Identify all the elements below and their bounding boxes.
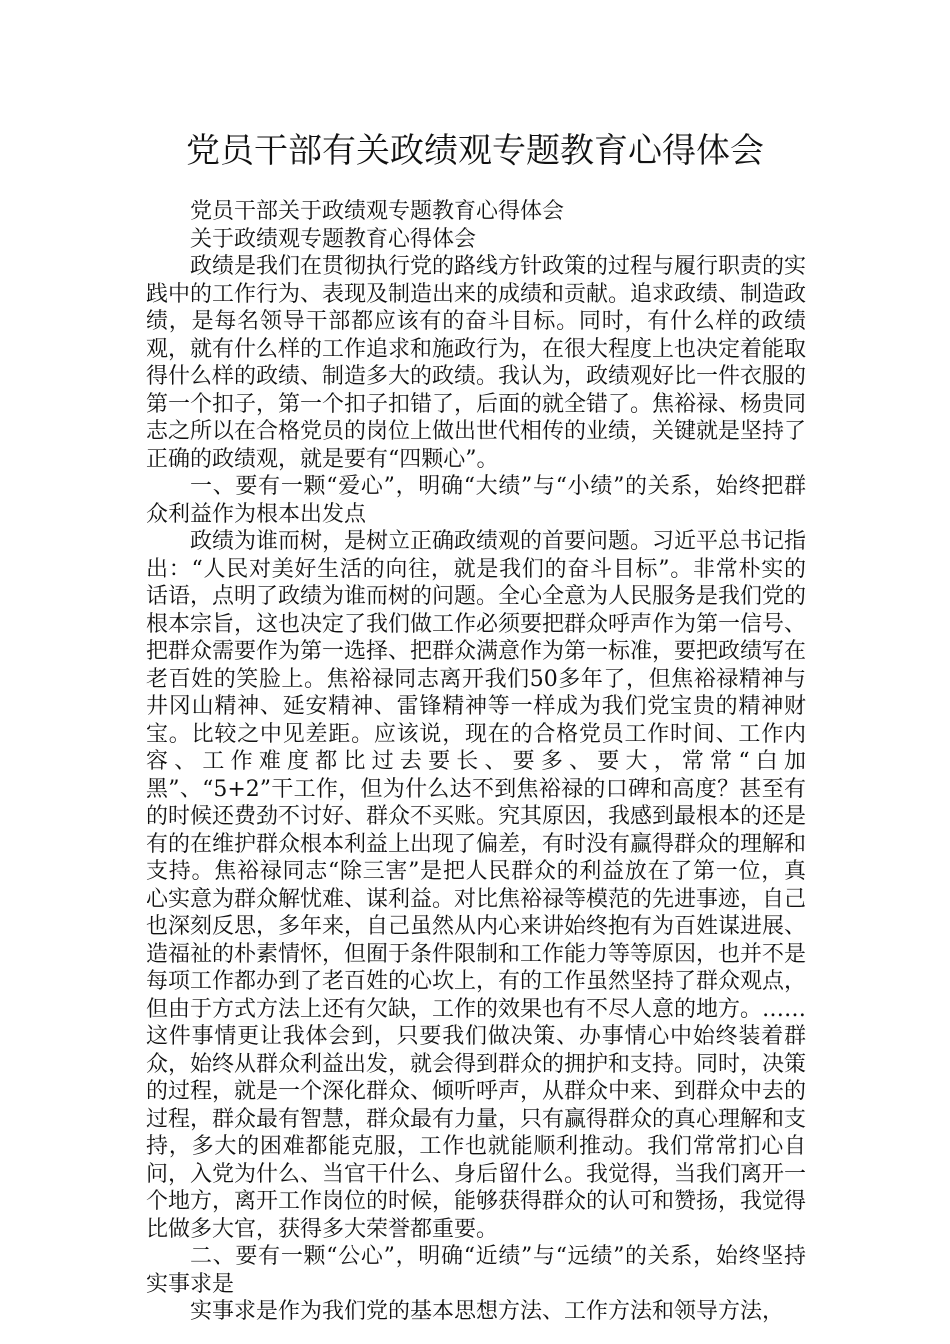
- paragraph-section-1: 政绩为谁而树，是树立正确政绩观的首要问题。习近平总书记指出：“人民对美好生活的向往，就是我们的奋斗目标”。非常朴实的话语，点明了政绩为谁而树的问题。全心全意为人民服务是我们党的根本宗旨，这也决定了我们做工作必须要把群众呼声作为第一信号、把群众需要作为第一选择、把群众满意作为第一标准，要把政绩写在老百姓的笑脸上。焦裕禄同志离开我们50多年了，但焦裕禄精神与井冈山精神、延安精神、雷锋精神等一样成为我们党宝贵的精神财宝。比较之中见差距。应该说，现在的合格党员工作时间、工作内容、工作难度都比过去要长、要多、要大，常常“白加黑”、“5+2”干工作，但为什么达不到焦裕禄的口碑和高度？甚至有的时候还费劲不讨好、群众不买账。究其原因，我感到最根本的还是有的在维护群众根本利益上出现了偏差，有时没有赢得群众的理解和支持。焦裕禄同志“除三害”是把人民群众的利益放在了第一位，真心实意为群众解忧难、谋利益。对比焦裕禄等模范的先进事迹，自己也深刻反思，多年来，自己虽然从内心来讲始终抱有为百姓谋进展、造福祉的朴素情怀，但囿于条件限制和工作能力等等原因，也并不是每项工作都办到了老百姓的心坎上，有的工作虽然坚持了群众观点，但由于方式方法上还有欠缺，工作的效果也有不尽人意的地方。……这件事情更让我体会到，只要我们做决策、办事情心中始终装着群众，始终从群众利益出发，就会得到群众的拥护和支持。同时，决策的过程，就是一个深化群众、倾听呼声，从群众中来、到群众中去的过程，群众最有智慧，群众最有力量，只有赢得群众的真心理解和支持，多大的困难都能克服，工作也就能顺利推动。我们常常扪心自问，入党为什么、当官干什么、身后留什么。我觉得，当我们离开一个地方，离开工作岗位的时候，能够获得群众的认可和赞扬，我觉得比做多大官，获得多大荣誉都重要。: [146, 529, 807, 1242]
- section-heading-1: 一、要有一颗“爱心”，明确“大绩”与“小绩”的关系，始终把群众利益作为根本出发点: [146, 474, 806, 527]
- paragraph-heading: 关于政绩观专题教育心得体会: [190, 226, 477, 252]
- document-title: 党员干部有关政绩观专题教育心得体会: [186, 131, 764, 171]
- paragraph-section-2: 实事求是作为我们党的基本思想方法、工作方法和领导方法，: [190, 1299, 785, 1324]
- paragraph-intro: 政绩是我们在贯彻执行党的路线方针政策的过程与履行职责的实践中的工作行为、表现及制造出来的成绩和贡献。追求政绩、制造政绩，是每名领导干部都应该有的奋斗目标。同时，有什么样的政绩观，就有什么样的工作追求和施政行为，在很大程度上也决定着能取得什么样的政绩、制造多大的政绩。我认为，政绩观好比一件衣服的第一个扣子，第一个扣子扣错了，后面的就全错了。焦裕禄、杨贵同志之所以在合格党员的岗位上做出世代相传的业绩，关键就是坚持了正确的政绩观，就是要有“四颗心”。: [146, 254, 807, 472]
- document-body: [146, 198, 806, 1326]
- paragraph-subtitle: 党员干部关于政绩观专题教育心得体会: [190, 199, 565, 224]
- section-heading-2: 二、要有一颗“公心”，明确“近绩”与“远绩”的关系，始终坚持实事求是: [146, 1244, 806, 1297]
